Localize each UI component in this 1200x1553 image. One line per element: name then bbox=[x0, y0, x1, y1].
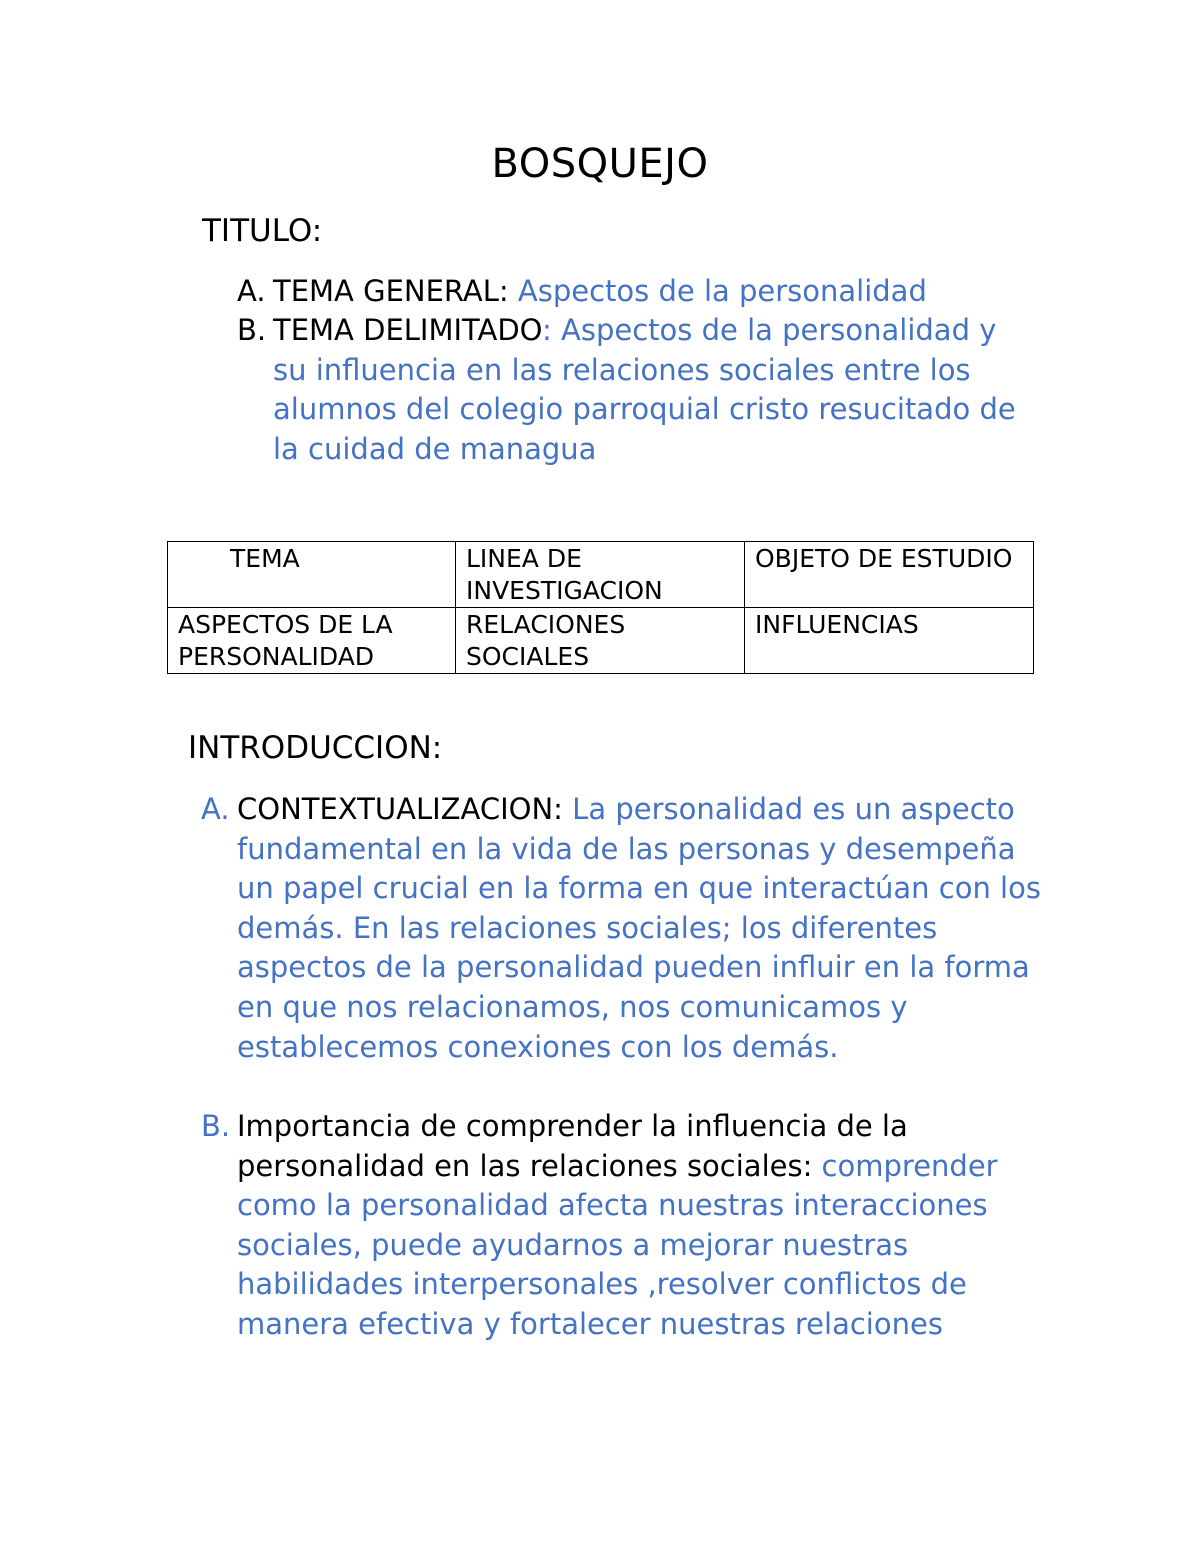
item-value: La personalidad es un aspecto fundamental en la vida de las personas y desempeña un papel crucial en la forma en que interactúan con los demás. En las relaciones sociales; los diferentes aspectos de la personalidad pueden influir en la forma en que nos relacionamos, nos comunicamos y establecemos conexiones con los demás. bbox=[237, 792, 1041, 1064]
table-row bbox=[168, 608, 1034, 674]
introduccion-item-body bbox=[237, 790, 1041, 1067]
titulo-item-b bbox=[237, 311, 1037, 469]
item-value: comprender como la personalidad afecta nuestras interacciones sociales, puede ayudarnos a mejorar nuestras habilidades interpersonales ,resolver conflictos de manera efectiva y fortalecer nuestras relaciones bbox=[237, 1148, 998, 1341]
titulo-item-body bbox=[273, 311, 1037, 469]
table-cell: INFLUENCIAS bbox=[745, 608, 1034, 674]
list-marker: B. bbox=[201, 1109, 231, 1143]
table-header-cell: TEMA bbox=[168, 542, 456, 608]
item-label: CONTEXTUALIZACION: bbox=[237, 792, 563, 826]
introduccion-item-b bbox=[201, 1107, 1041, 1345]
list-marker: B. bbox=[237, 313, 267, 347]
item-label: TEMA DELIMITADO bbox=[273, 313, 543, 347]
table-header-row bbox=[168, 542, 1034, 608]
introduccion-heading: INTRODUCCION: bbox=[188, 730, 443, 766]
item-label-separator: : bbox=[542, 313, 552, 347]
item-label: Importancia de comprender la influencia de la personalidad en las relaciones sociales: bbox=[237, 1109, 908, 1183]
item-value: Aspectos de la personalidad y su influencia en las relaciones sociales entre los alumnos del colegio parroquial cristo resucitado de la cuidad de managua bbox=[273, 313, 1016, 466]
table-cell: RELACIONES SOCIALES bbox=[456, 608, 745, 674]
titulo-heading: TITULO: bbox=[202, 213, 323, 249]
table-header-cell: LINEA DE INVESTIGACION bbox=[456, 542, 745, 608]
introduccion-item-a bbox=[201, 790, 1041, 1067]
outline-table bbox=[167, 541, 1034, 674]
titulo-item-a bbox=[237, 272, 1037, 312]
introduccion-item-body bbox=[237, 1107, 1041, 1345]
item-label: TEMA GENERAL: bbox=[273, 274, 509, 308]
list-marker: A. bbox=[237, 274, 266, 308]
table-header-cell: OBJETO DE ESTUDIO bbox=[745, 542, 1034, 608]
list-marker: A. bbox=[201, 792, 230, 826]
titulo-item-body bbox=[273, 272, 1037, 312]
table-cell: ASPECTOS DE LA PERSONALIDAD bbox=[168, 608, 456, 674]
page-title: BOSQUEJO bbox=[491, 141, 709, 187]
item-value: Aspectos de la personalidad bbox=[508, 274, 927, 308]
